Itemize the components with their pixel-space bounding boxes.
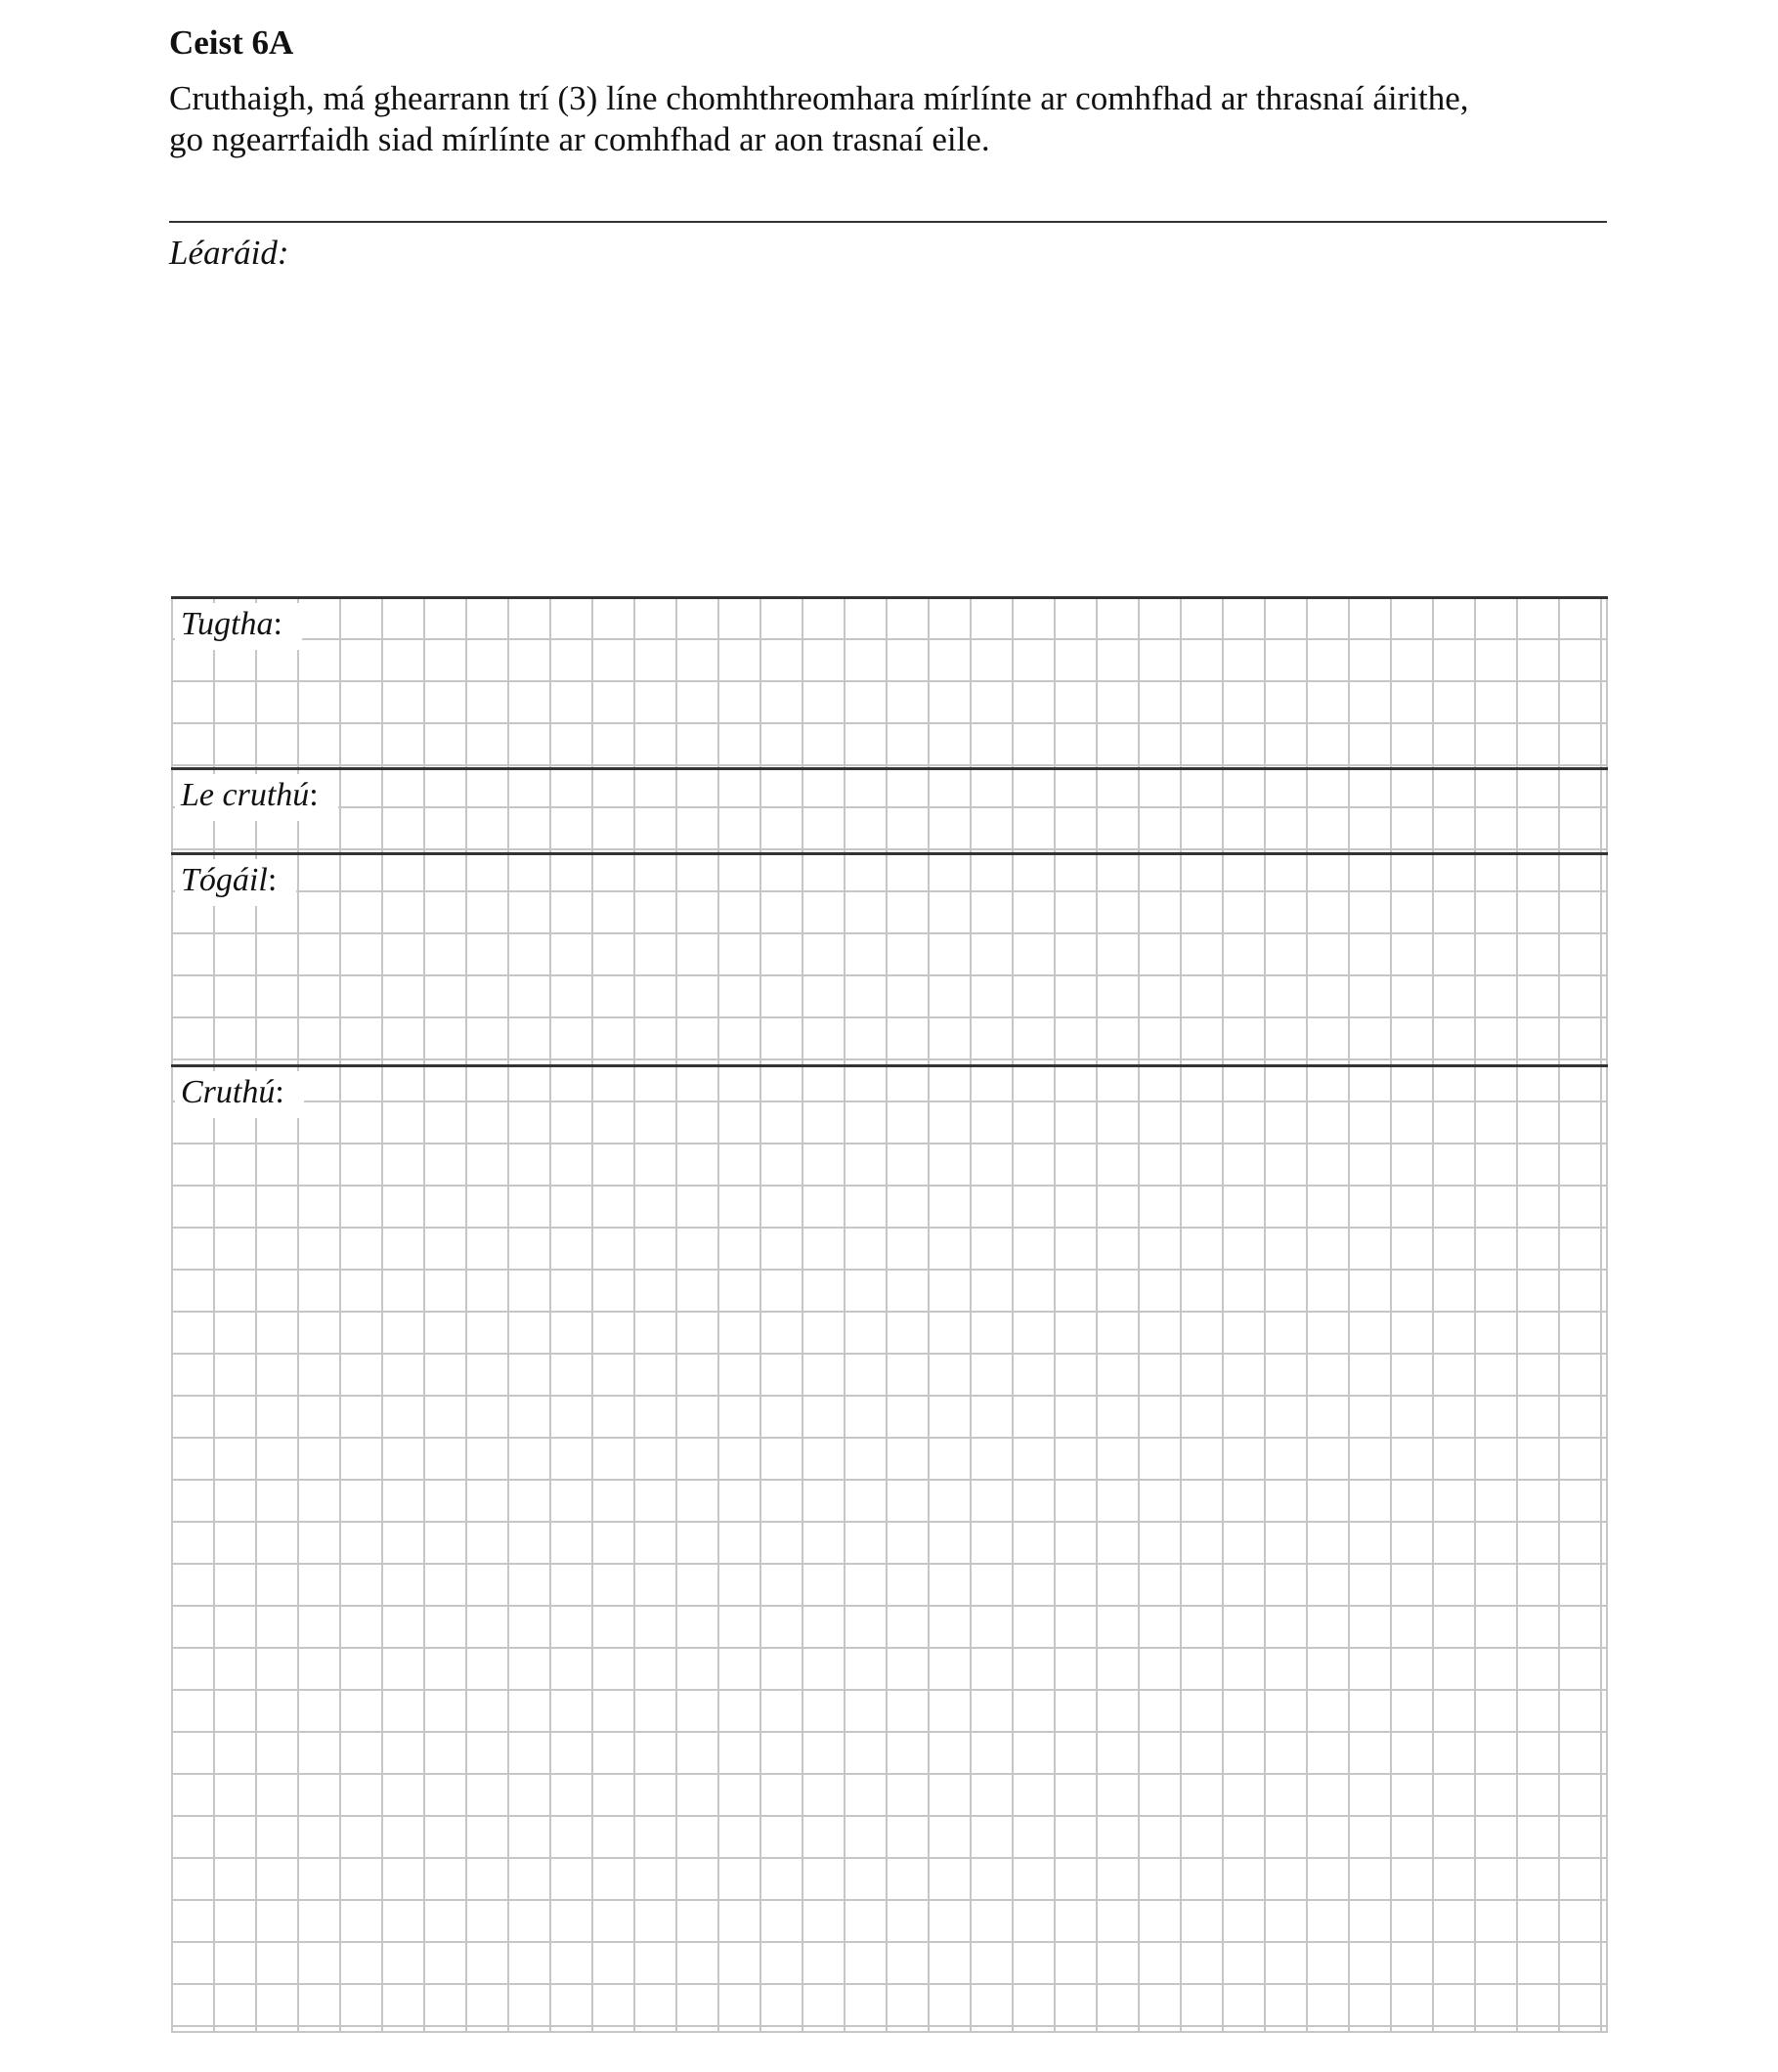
section-given-label	[175, 603, 302, 650]
section-proof-name: Cruthú	[181, 1074, 276, 1110]
section-to-prove-label	[175, 774, 338, 821]
question-prompt-line-1: Cruthaigh, má ghearrann trí (3) líne chomhthreomhara mírlínte ar comhfhad ar thrasnaí áirithe,	[169, 79, 1469, 117]
section-construction-name: Tógáil	[181, 862, 268, 898]
question-prompt-line-2: go ngearrfaidh siad mírlínte ar comhfhad ar aon trasnaí eile.	[169, 120, 990, 158]
section-to-prove-name: Le cruthú	[181, 777, 310, 813]
diagram-label: Léaráid:	[169, 234, 289, 272]
section-construction-colon: :	[267, 862, 278, 898]
section-construction[interactable]	[171, 852, 1608, 1064]
section-given-name: Tugtha	[181, 606, 274, 642]
section-given[interactable]	[171, 596, 1608, 767]
question-prompt	[169, 78, 1616, 160]
section-proof-colon: :	[275, 1074, 284, 1110]
section-given-colon: :	[273, 606, 282, 642]
section-to-prove-colon: :	[309, 777, 319, 813]
section-construction-label	[175, 859, 296, 906]
question-title: Ceist 6A	[169, 23, 294, 62]
section-proof[interactable]	[171, 1064, 1608, 2033]
section-to-prove[interactable]	[171, 767, 1608, 852]
separator-rule	[169, 221, 1607, 223]
section-proof-label	[175, 1071, 304, 1118]
